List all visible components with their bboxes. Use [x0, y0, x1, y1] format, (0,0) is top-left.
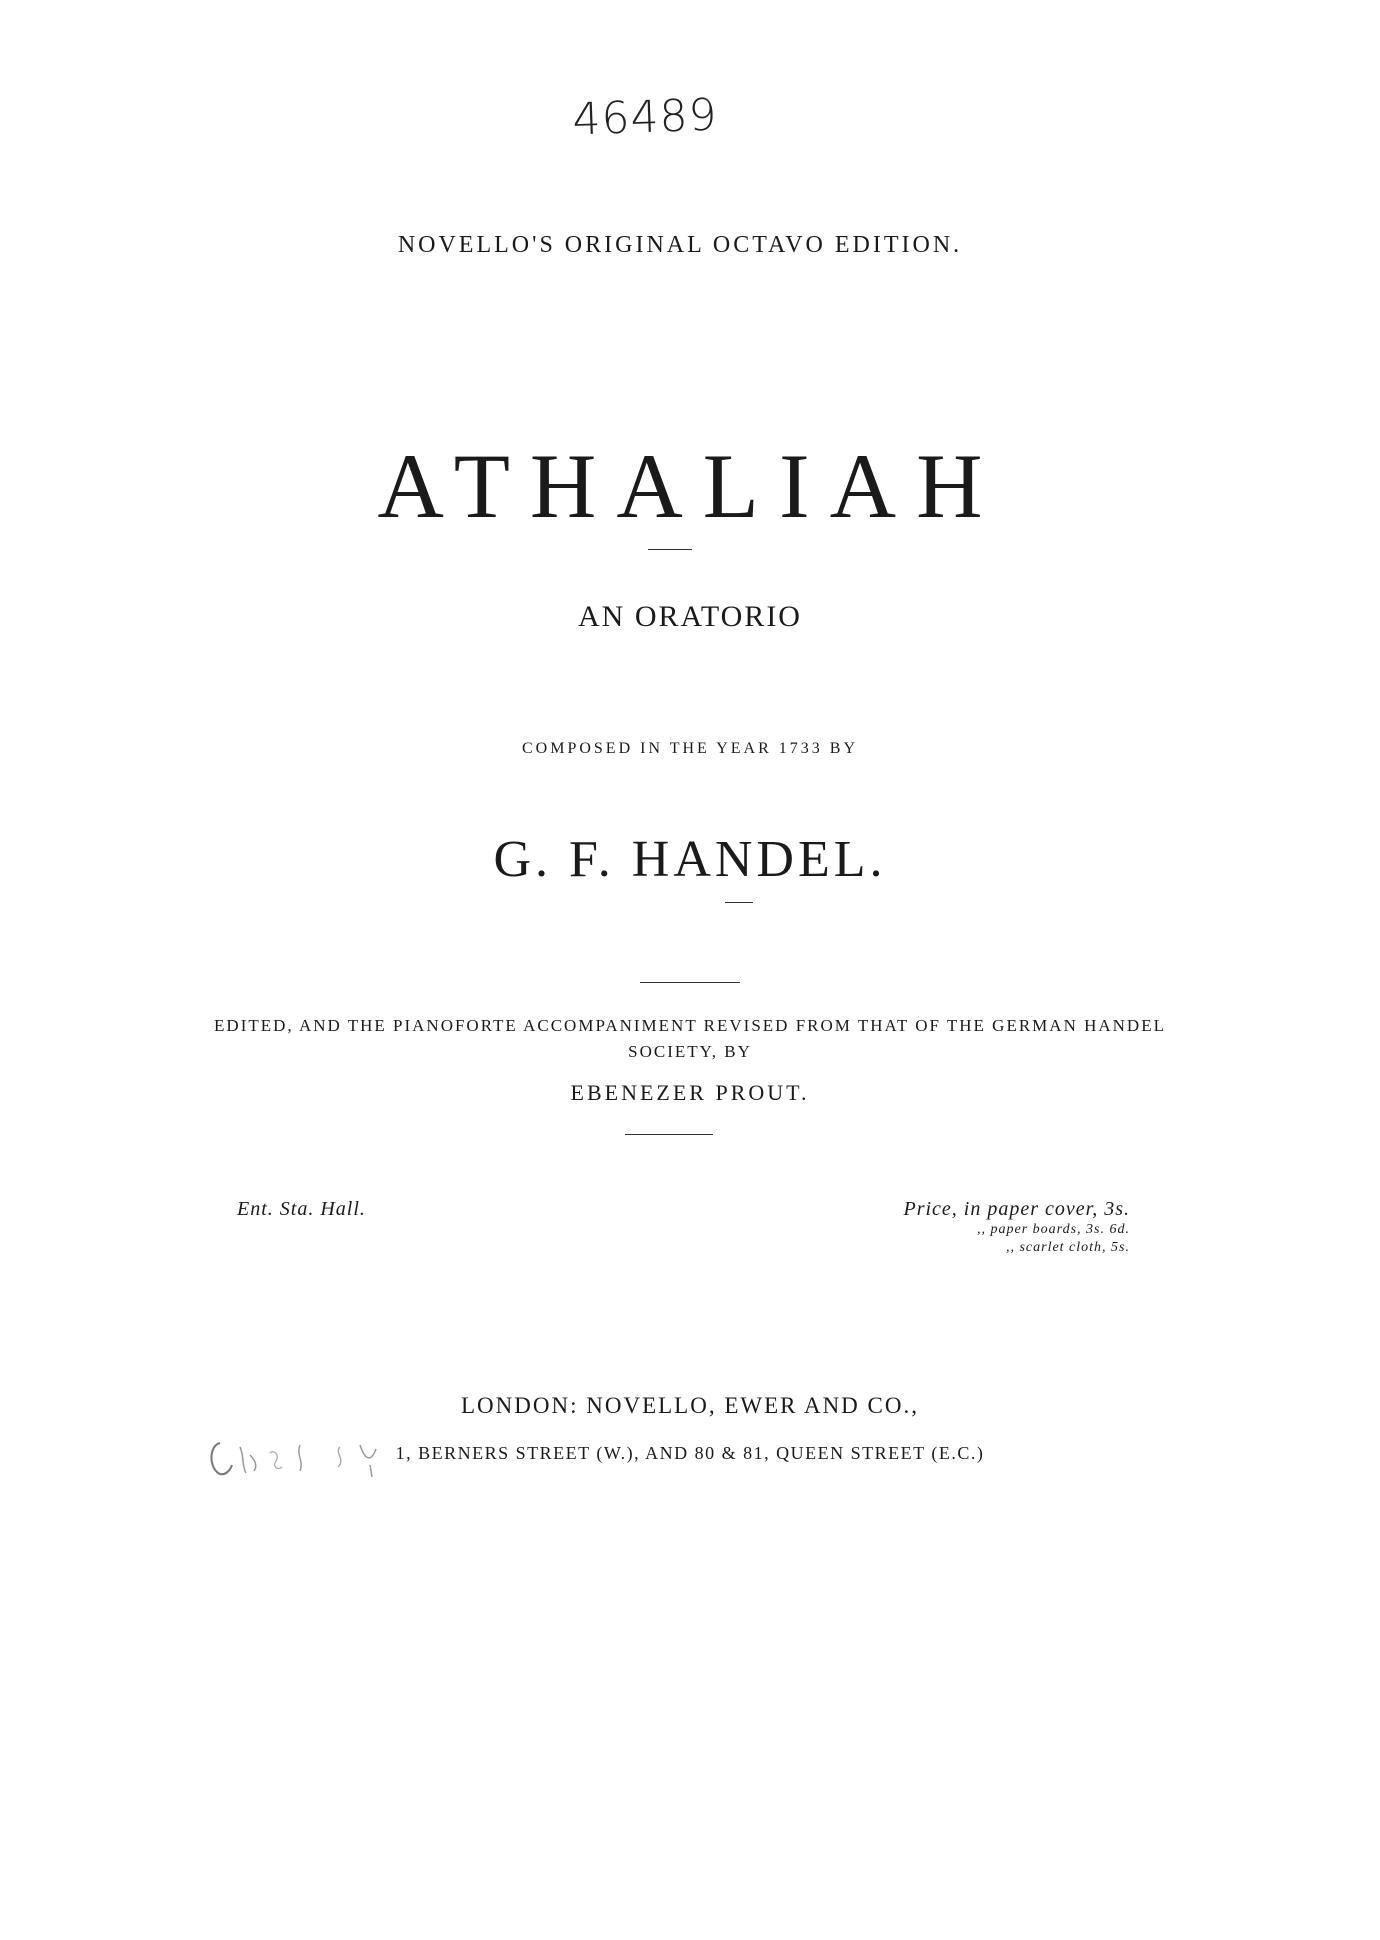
- edited-line: EDITED, AND THE PIANOFORTE ACCOMPANIMENT REVISED FROM THAT OF THE GERMAN HANDEL SOCIETY, BY: [214, 1016, 1166, 1061]
- catalog-number: 46489: [571, 89, 719, 146]
- price-boards: ,, paper boards, 3s. 6d.: [977, 1222, 1130, 1237]
- divider-rule-bottom: [625, 1134, 713, 1135]
- price-cloth: ,, scarlet cloth, 5s.: [1005, 1240, 1130, 1255]
- subtitle: AN ORATORIO: [578, 600, 802, 633]
- composer-rule: [725, 902, 753, 903]
- entry-note: Ent. Sta. Hall.: [237, 1198, 366, 1220]
- composed-line: COMPOSED IN THE YEAR 1733 BY: [521, 740, 858, 757]
- edition-line: NOVELLO'S ORIGINAL OCTAVO EDITION.: [397, 232, 963, 258]
- editor-name: EBENEZER PROUT.: [570, 1080, 810, 1105]
- publisher: LONDON: NOVELLO, EWER AND CO.,: [461, 1393, 919, 1418]
- composer-name: G. F. HANDEL.: [493, 831, 887, 888]
- title: ATHALIAH: [377, 435, 1003, 537]
- price-block: [830, 1198, 1130, 1257]
- title-rule: [648, 549, 692, 550]
- publisher-address: 1, BERNERS STREET (W.), AND 80 & 81, QUEEN STREET (E.C.): [395, 1443, 985, 1463]
- price-main: Price, in paper cover, 3s.: [903, 1198, 1130, 1220]
- divider-rule-top: [640, 982, 740, 983]
